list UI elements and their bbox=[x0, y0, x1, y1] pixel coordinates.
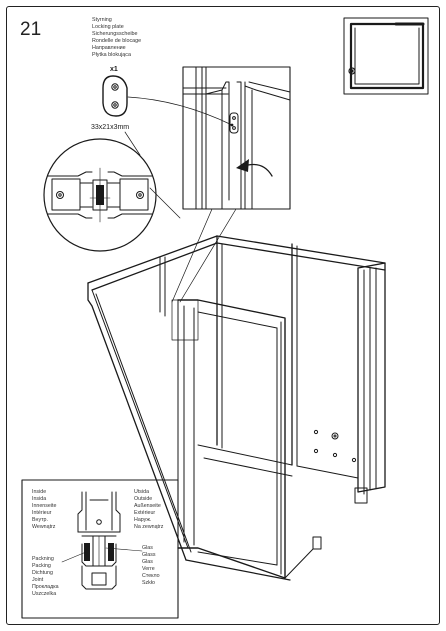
outside-label-2: Außenseite bbox=[134, 503, 161, 509]
packing-seal-right bbox=[108, 543, 114, 561]
glass-label-4: Стекло bbox=[142, 573, 160, 579]
glass-label-1: Glass bbox=[142, 552, 156, 558]
outside-label-0: Utsida bbox=[134, 489, 150, 495]
inside-label-4: Внутр. bbox=[32, 517, 48, 523]
glass-label-5: Szkło bbox=[142, 580, 155, 586]
locking-plate-icon bbox=[103, 76, 127, 116]
outside-label-3: Extérieur bbox=[134, 510, 156, 516]
outside-label-1: Outside bbox=[134, 496, 153, 502]
outside-label-5: Na zewnątrz bbox=[134, 524, 164, 530]
inside-label-2: Innenseite bbox=[32, 503, 57, 509]
glass-label-3: Verre bbox=[142, 566, 155, 572]
part-quantity: x1 bbox=[110, 66, 118, 73]
glass-label-2: Glas bbox=[142, 559, 153, 565]
inside-label-1: Insida bbox=[32, 496, 47, 502]
packing-label-3: Joint bbox=[32, 577, 44, 583]
frame-section-detail bbox=[44, 132, 180, 251]
part-name-pl: Płytka blokująca bbox=[92, 52, 131, 58]
floor-plan-locator bbox=[344, 18, 428, 94]
inside-label-3: Intérieur bbox=[32, 510, 52, 516]
part-name-fr: Rondelle de blocage bbox=[92, 38, 142, 44]
packing-label-2: Dichtung bbox=[32, 570, 53, 576]
glass-label-0: Glas bbox=[142, 545, 153, 551]
step-number: 21 bbox=[20, 19, 42, 40]
outside-label-4: Наруж. bbox=[134, 517, 152, 523]
packing-seal-left bbox=[84, 543, 90, 561]
zoom-detail-view bbox=[183, 67, 290, 209]
inside-label-5: Wewnątrz bbox=[32, 524, 56, 530]
packing-label-0: Packning bbox=[32, 556, 54, 562]
packing-label-4: Прокладка bbox=[32, 584, 59, 590]
part-name-sv: Styrning bbox=[92, 17, 112, 23]
rotate-arrow-icon bbox=[236, 159, 249, 172]
part-name-en: Locking plate bbox=[92, 24, 124, 30]
part-name-de: Sicherungsscheibe bbox=[92, 31, 138, 37]
part-dimensions: 33x21x3mm bbox=[91, 124, 130, 131]
shower-enclosure bbox=[88, 236, 385, 580]
inside-label-0: Inside bbox=[32, 489, 47, 495]
packing-label-5: Uszczelka bbox=[32, 591, 57, 597]
packing-label-1: Packing bbox=[32, 563, 51, 569]
part-name-ru: Направление bbox=[92, 45, 126, 51]
